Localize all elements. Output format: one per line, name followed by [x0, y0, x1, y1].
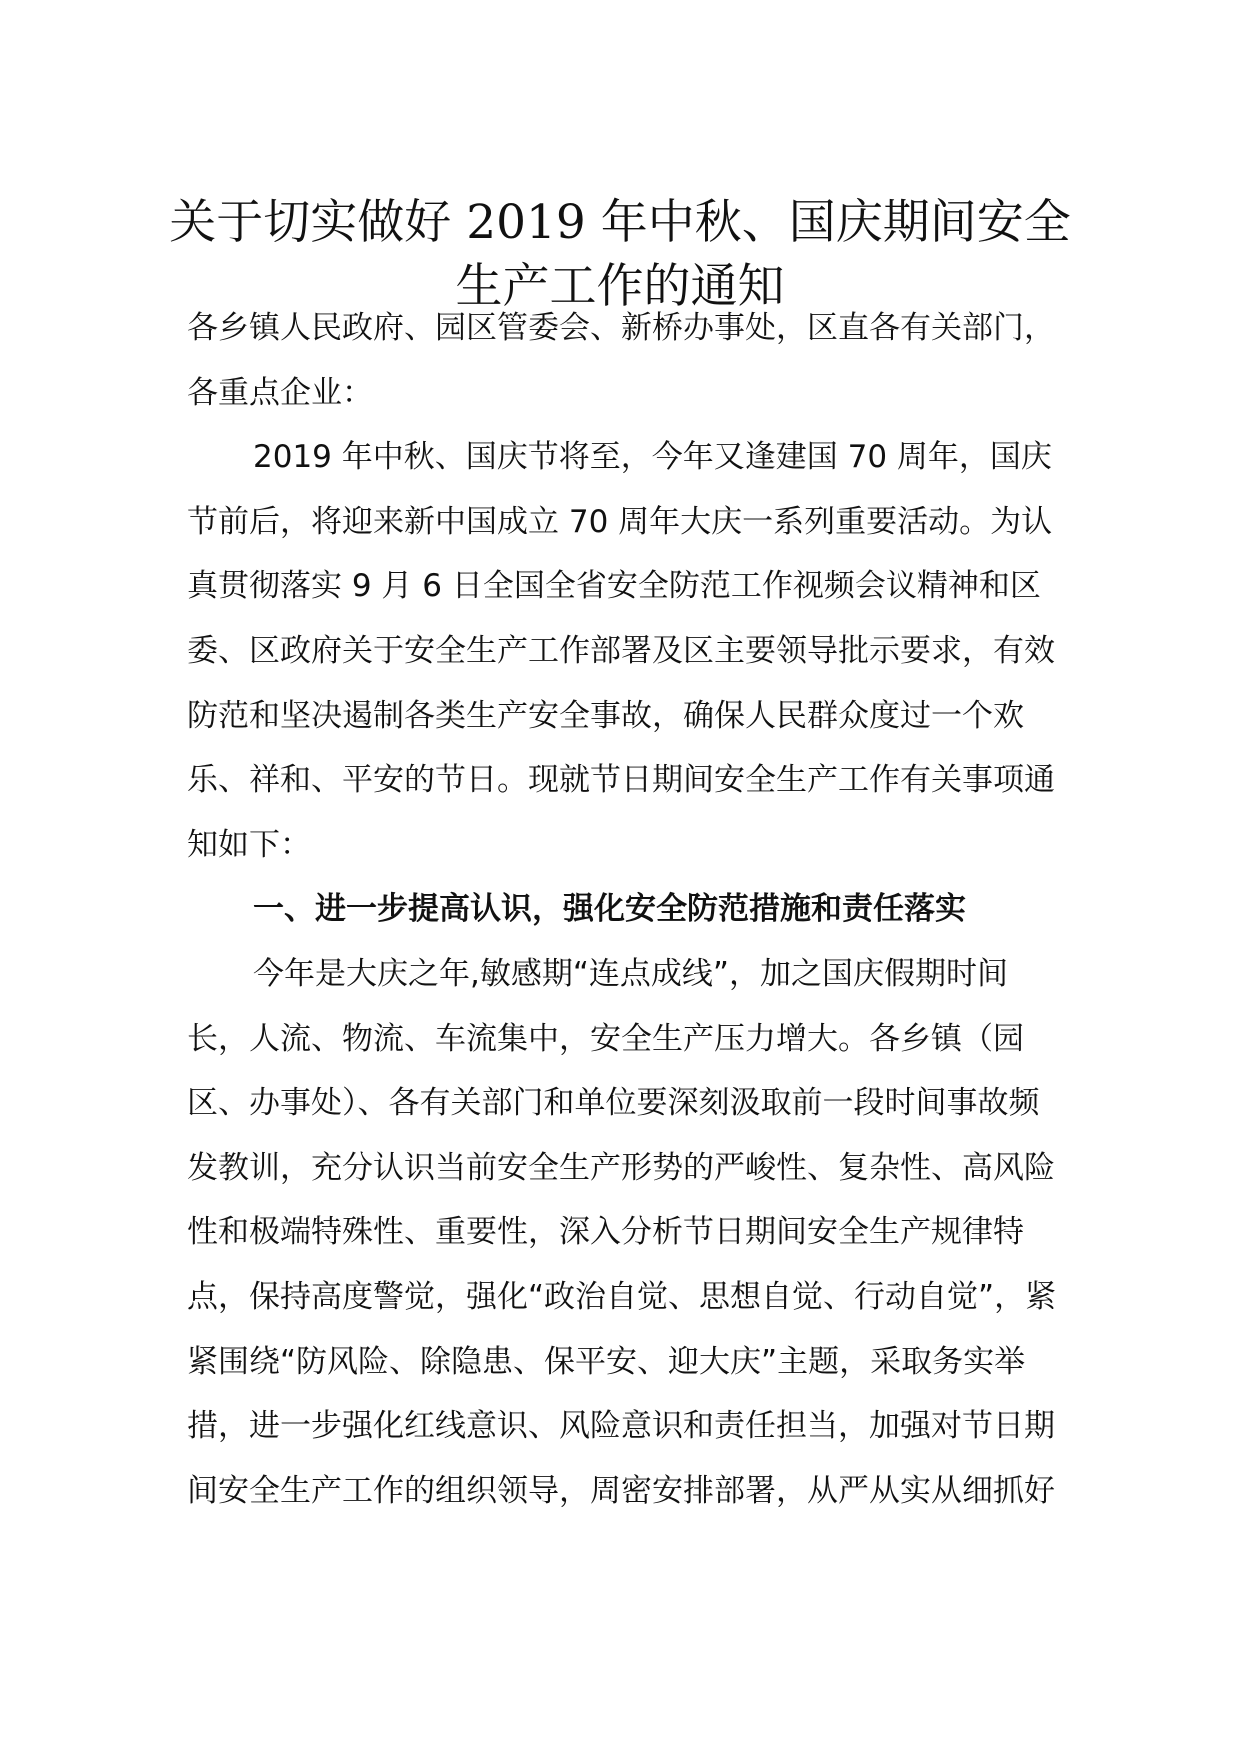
document-title-line-1: 关于切实做好 2019 年中秋、国庆期间安全	[169, 195, 1071, 251]
paragraph-section-1: 今年是大庆之年,敏感期“连点成线”，加之国庆假期时间长，人流、物流、车流集中，安全生产压力增大。各乡镇（园区、办事处）、各有关部门和单位要深刻汲取前一段时间事故频发教训，充分认识当前安全生产形势的严峻性、复杂性、高风险性和极端特殊性、重要性，深入分析节日期间安全生产规律特点，保持高度警觉，强化“政治自觉、思想自觉、行动自觉”，紧紧围绕“防风险、除隐患、保平安、迎大庆”主题，采取务实举措，进一步强化红线意识、风险意识和责任担当，加强对节日期间安全生产工作的组织领导，周密安排部署，从严从实从细抓好	[187, 955, 1057, 1509]
section-heading-1: 一、进一步提高认识，强化安全防范措施和责任落实	[253, 891, 966, 928]
document-body	[187, 296, 1067, 1523]
paragraph-intro: 2019 年中秋、国庆节将至，今年又逢建国 70 周年，国庆节前后，将迎来新中国成立 70 周年大庆一系列重要活动。为认真贯彻落实 9 月 6 日全国全省安全防范工作视频会议精神和区委、区政府关于安全生产工作部署及区主要领导批示要求，有效防范和坚决遏制各类生产安全事故，确保人民群众度过一个欢乐、祥和、平安的节日。现就节日期间安全生产工作有关事项通知如下：	[187, 439, 1055, 863]
document-title-line-2: 生产工作的通知	[455, 259, 785, 315]
salutation: 各乡镇人民政府、园区管委会、新桥办事处，区直各有关部门，各重点企业：	[187, 310, 1055, 411]
